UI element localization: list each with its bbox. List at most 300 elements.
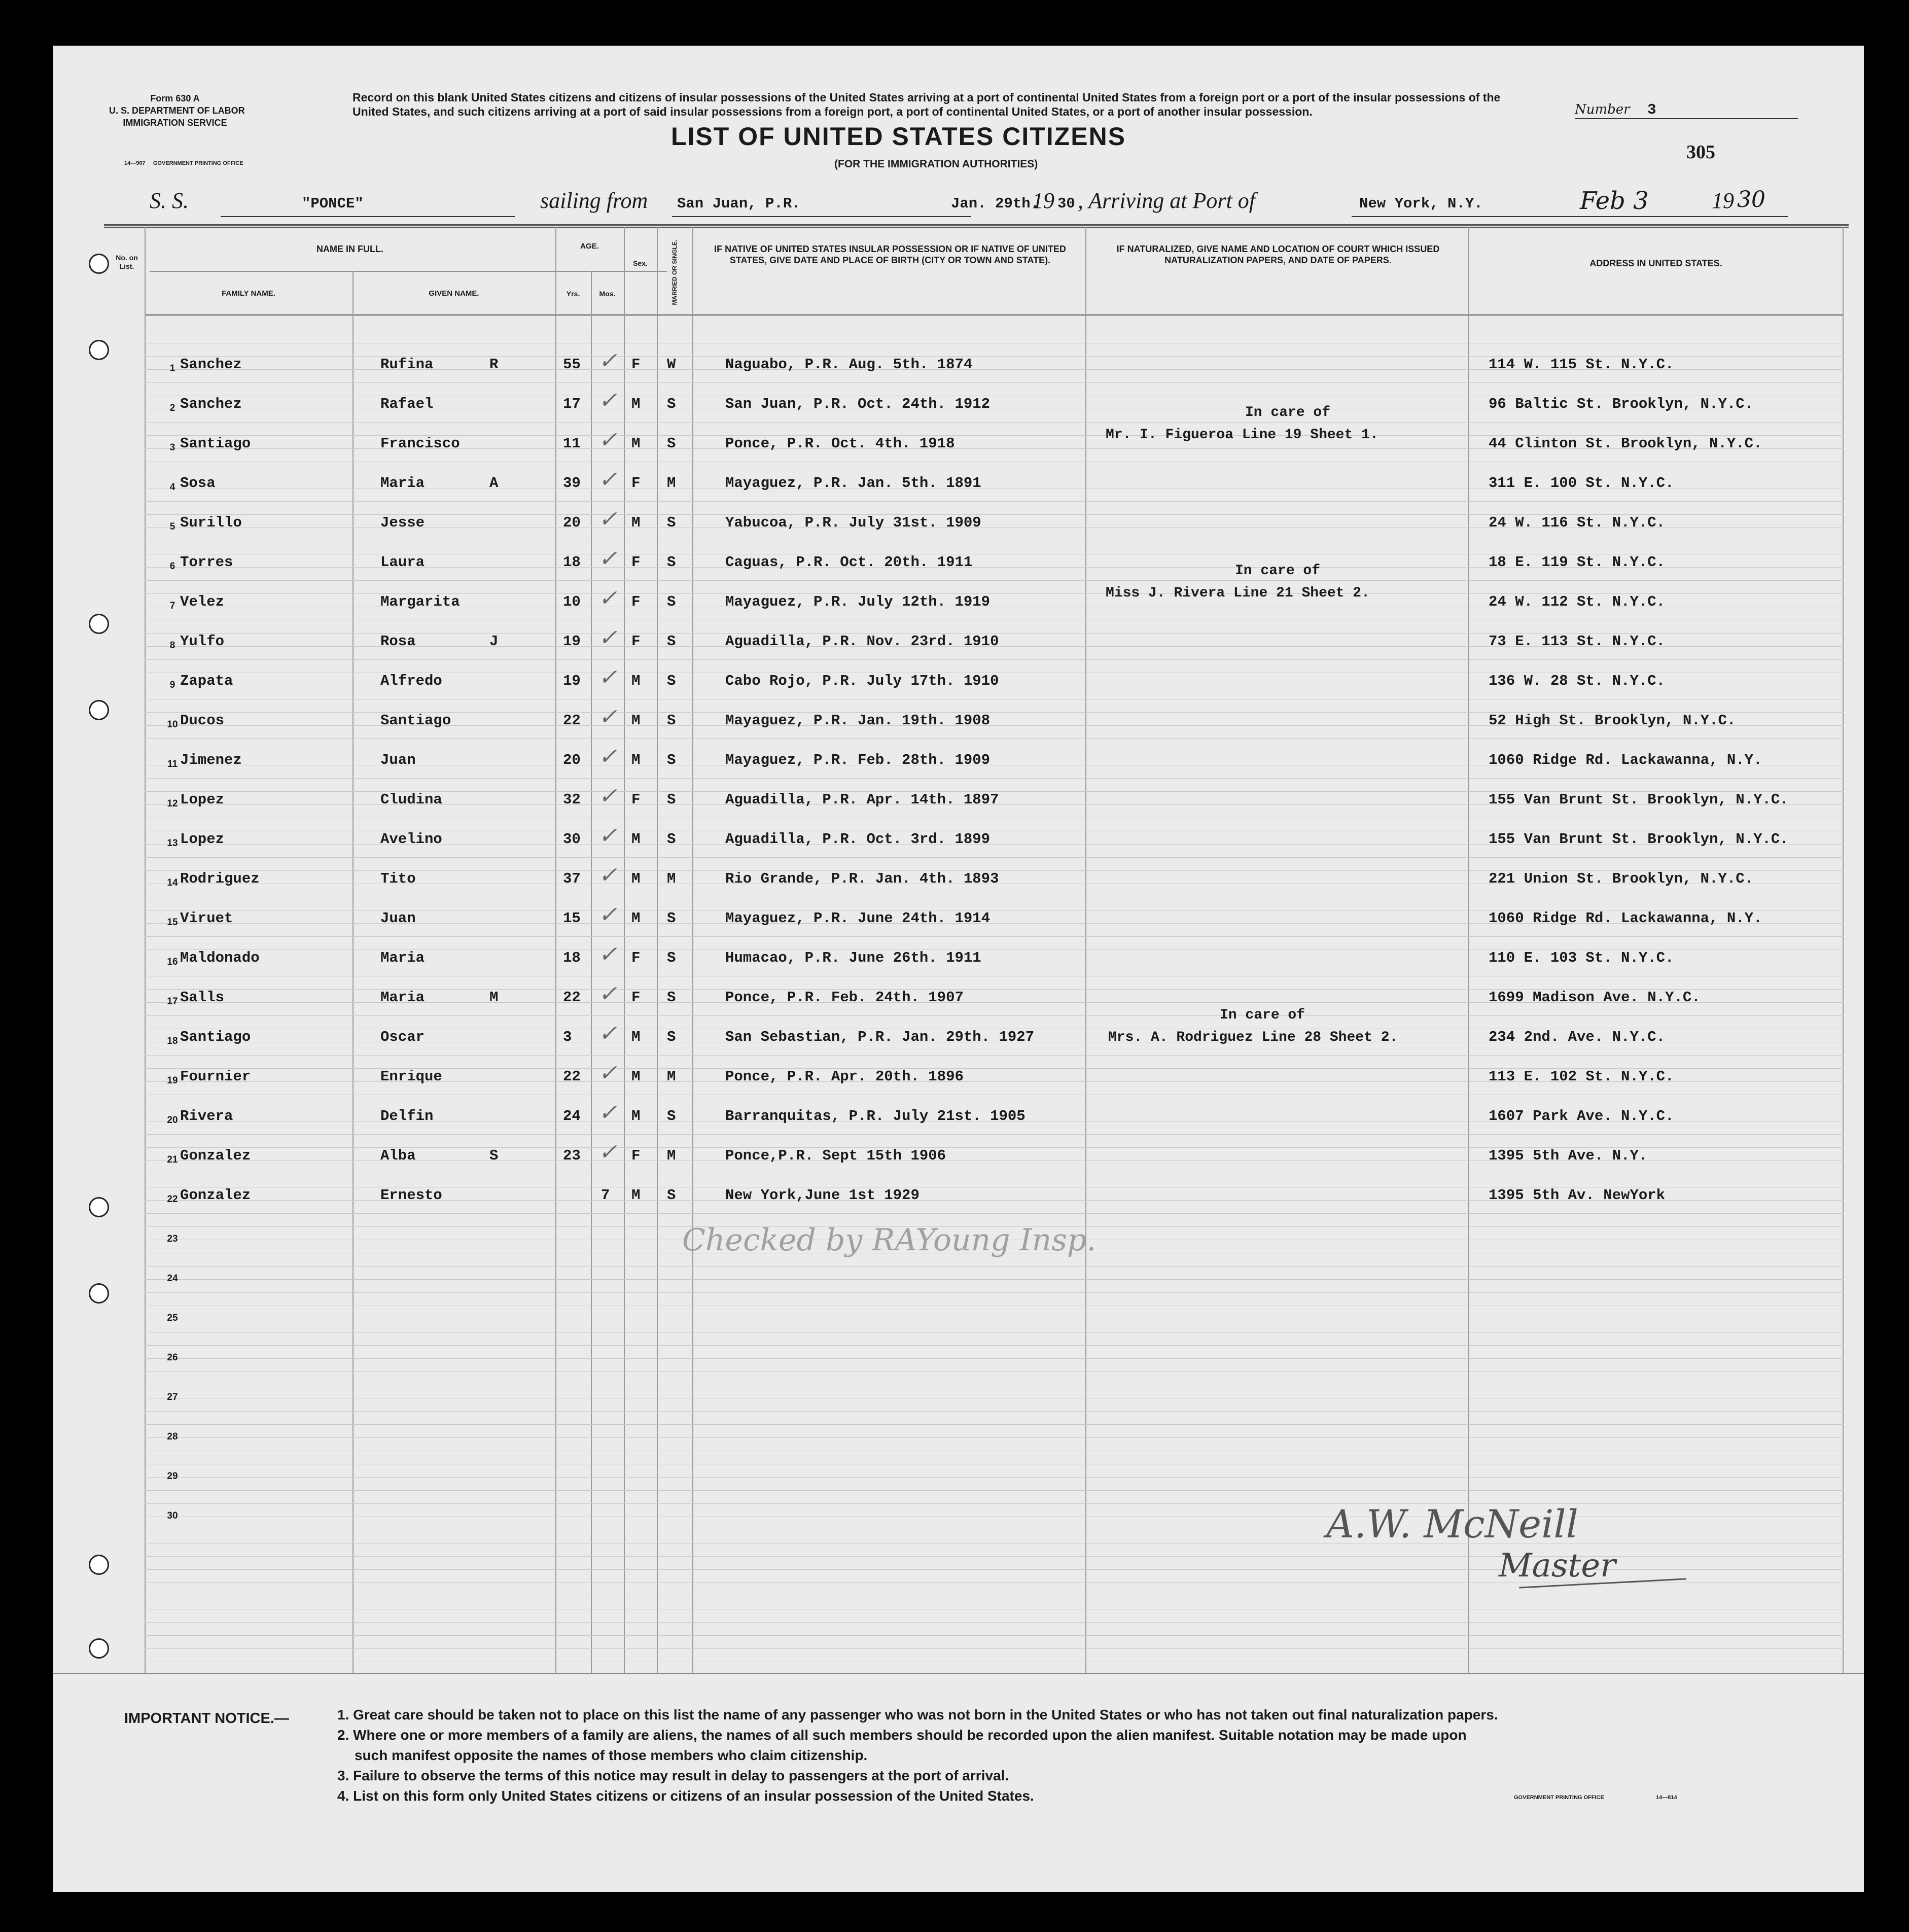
print-code [124, 160, 243, 166]
care-note-1-label: In care of [1245, 405, 1331, 420]
number-value: 3 [1647, 101, 1656, 118]
cell-addr: 1607 Park Ave. N.Y.C. [1489, 1108, 1674, 1125]
line-number: 21 [167, 1154, 178, 1165]
cell-given: Maria [380, 475, 425, 491]
check-mark: ✓ [598, 1139, 617, 1165]
cell-ms: S [667, 1187, 676, 1204]
line-number: 6 [169, 561, 175, 572]
cell-sex: F [631, 633, 641, 650]
col-line [352, 271, 353, 1673]
cell-given: Jesse [380, 514, 425, 531]
cell-birth: Caguas, P.R. Oct. 20th. 1911 [725, 554, 973, 571]
check-mark: ✓ [598, 823, 617, 849]
cell-ms: S [667, 396, 676, 412]
cell-ms: S [667, 554, 676, 571]
cell-given: Francisco [380, 435, 460, 452]
punch-hole [89, 1638, 109, 1659]
care-note-3-text: Mrs. A. Rodriguez Line 28 Sheet 2. [1108, 1030, 1398, 1045]
cell-family: Rodriguez [180, 870, 260, 887]
cell-sex: M [631, 514, 641, 531]
cell-sex: M [631, 1187, 641, 1204]
cell-birth: Aguadilla, P.R. Apr. 14th. 1897 [725, 791, 999, 808]
cell-family: Yulfo [180, 633, 225, 650]
check-mark: ✓ [598, 388, 617, 413]
cell-given: Rosa [380, 633, 416, 650]
cell-mos: 7 [601, 1187, 610, 1204]
cell-sex: M [631, 831, 641, 848]
cell-addr: 155 Van Brunt St. Brooklyn, N.Y.C. [1489, 791, 1789, 808]
check-mark: ✓ [598, 506, 617, 532]
ruled-line [145, 1292, 1844, 1293]
col-line [555, 227, 556, 1673]
check-mark: ✓ [598, 625, 617, 651]
cell-yrs: 32 [563, 791, 581, 808]
departure-date: Jan. 29th. [951, 195, 1040, 212]
print-code-text: 14—907 [124, 160, 146, 166]
cell-birth: Naguabo, P.R. Aug. 5th. 1874 [725, 356, 973, 373]
cell-family: Lopez [180, 831, 225, 848]
cell-given: Tito [380, 870, 416, 887]
ruled-line [145, 1424, 1844, 1425]
col-line [591, 271, 592, 1673]
cell-birth: Aguadilla, P.R. Oct. 3rd. 1899 [725, 831, 991, 848]
line-number: 12 [167, 798, 178, 809]
cell-family: Gonzalez [180, 1187, 251, 1204]
arrival-year-label: 19 [1712, 188, 1734, 213]
ruled-line [145, 1015, 1844, 1016]
cell-birth: Ponce, P.R. Apr. 20th. 1896 [725, 1068, 964, 1085]
cell-sex: F [631, 989, 641, 1006]
punch-hole [89, 254, 109, 274]
line-number: 13 [167, 838, 178, 849]
cell-addr: 44 Clinton St. Brooklyn, N.Y.C. [1489, 435, 1762, 452]
ruled-line [145, 580, 1844, 581]
ruled-line [145, 1437, 1844, 1438]
check-mark: ✓ [598, 348, 617, 374]
cell-ms: S [667, 752, 676, 768]
cell-family: Fournier [180, 1068, 251, 1085]
cell-yrs: 18 [563, 554, 581, 571]
cell-birth: Aguadilla, P.R. Nov. 23rd. 1910 [725, 633, 999, 650]
cell-addr: 1699 Madison Ave. N.Y.C. [1489, 989, 1701, 1006]
cell-addr: 155 Van Brunt St. Brooklyn, N.Y.C. [1489, 831, 1789, 848]
cell-addr: 311 E. 100 St. N.Y.C. [1489, 475, 1674, 491]
cell-initial: J [489, 633, 499, 650]
punch-hole [89, 1555, 109, 1575]
cell-given: Alfredo [380, 673, 442, 689]
cell-yrs: 10 [563, 593, 581, 610]
arrival-underline [1352, 216, 1788, 217]
arrival-port: New York, N.Y. [1359, 195, 1483, 212]
arrival-year: 30 [1737, 187, 1765, 213]
cell-addr: 221 Union St. Brooklyn, N.Y.C. [1489, 870, 1754, 887]
cell-given: Enrique [380, 1068, 442, 1085]
cell-birth: Ponce, P.R. Oct. 4th. 1918 [725, 435, 955, 452]
cell-addr: 1395 5th Ave. N.Y. [1489, 1147, 1648, 1164]
col-line [624, 227, 625, 1673]
cell-ms: S [667, 633, 676, 650]
cell-birth: San Sebastian, P.R. Jan. 29th. 1927 [725, 1029, 1035, 1045]
cell-birth: Ponce,P.R. Sept 15th 1906 [725, 1147, 946, 1164]
notice-item-3: 3. Failure to observe the terms of this notice may result in delay to passengers at the port of arrival. [337, 1768, 1009, 1783]
cell-yrs: 24 [563, 1108, 581, 1125]
table-top-rule-2 [104, 227, 1849, 228]
bottom-rule [53, 1673, 1864, 1674]
line-number: 7 [169, 601, 175, 611]
cell-sex: M [631, 870, 641, 887]
line-number: 26 [167, 1352, 178, 1363]
cell-ms: M [667, 1147, 676, 1164]
ruled-line [145, 1213, 1844, 1214]
line-number: 17 [167, 996, 178, 1007]
cell-ms: M [667, 475, 676, 491]
cell-sex: F [631, 475, 641, 491]
cell-birth: Mayaguez, P.R. June 24th. 1914 [725, 910, 991, 927]
col-header-name: NAME IN FULL. [316, 244, 383, 254]
check-mark: ✓ [598, 941, 617, 967]
cell-yrs: 55 [563, 356, 581, 373]
cell-given: Laura [380, 554, 425, 571]
line-number: 22 [167, 1194, 178, 1205]
cell-sex: F [631, 554, 641, 571]
signature-name: A.W. McNeill [1326, 1501, 1578, 1547]
cell-yrs: 17 [563, 396, 581, 412]
col-line [692, 227, 693, 1673]
cell-yrs: 39 [563, 475, 581, 491]
care-note-2-text: Miss J. Rivera Line 21 Sheet 2. [1106, 585, 1370, 601]
line-number: 16 [167, 957, 178, 967]
cell-birth: Cabo Rojo, P.R. July 17th. 1910 [725, 673, 999, 689]
cell-ms: S [667, 514, 676, 531]
cell-addr: 234 2nd. Ave. N.Y.C. [1489, 1029, 1666, 1045]
ruled-line [145, 778, 1844, 779]
cell-initial: R [489, 356, 499, 373]
cell-family: Lopez [180, 791, 225, 808]
cell-given: Cludina [380, 791, 442, 808]
cell-birth: Mayaguez, P.R. Feb. 28th. 1909 [725, 752, 991, 768]
cell-birth: San Juan, P.R. Oct. 24th. 1912 [725, 396, 991, 412]
ruled-line [145, 1477, 1844, 1478]
cell-ms: S [667, 435, 676, 452]
signature-title: Master [1499, 1547, 1616, 1585]
check-mark: ✓ [598, 427, 617, 453]
form-id [109, 92, 245, 129]
cell-yrs: 20 [563, 752, 581, 768]
cell-sex: F [631, 791, 641, 808]
cell-sex: F [631, 356, 641, 373]
col-line [657, 227, 658, 1673]
ruled-line [145, 1648, 1844, 1649]
cell-birth: New York,June 1st 1929 [725, 1187, 920, 1204]
line-number: 20 [167, 1115, 178, 1126]
cell-family: Sanchez [180, 396, 242, 412]
ruled-line [145, 1345, 1844, 1346]
number-field [1575, 101, 1798, 119]
cell-given: Maria [380, 950, 425, 966]
punch-hole [89, 614, 109, 634]
cell-family: Santiago [180, 1029, 251, 1045]
cell-addr: 24 W. 112 St. N.Y.C. [1489, 593, 1666, 610]
cell-family: Jimenez [180, 752, 242, 768]
notice-item-4: 4. List on this form only United States citizens or citizens of an insular possession of the United States. [337, 1788, 1034, 1804]
line-number: 19 [167, 1075, 178, 1086]
cell-yrs: 22 [563, 712, 581, 729]
cell-yrs: 11 [563, 435, 581, 452]
cell-birth: Humacao, P.R. June 26th. 1911 [725, 950, 981, 966]
check-mark: ✓ [598, 981, 617, 1007]
cell-sex: M [631, 673, 641, 689]
cell-yrs: 30 [563, 831, 581, 848]
ruled-line [145, 1266, 1844, 1267]
cell-addr: 110 E. 103 St. N.Y.C. [1489, 950, 1674, 966]
cell-family: Ducos [180, 712, 225, 729]
check-mark: ✓ [598, 1021, 617, 1046]
cell-family: Torres [180, 554, 233, 571]
ruled-line [145, 659, 1844, 660]
footer-printing-office: GOVERNMENT PRINTING OFFICE [1514, 1795, 1604, 1801]
cell-family: Viruet [180, 910, 233, 927]
cell-sex: M [631, 910, 641, 927]
notice-item-2: 2. Where one or more members of a family are aliens, the names of all such members should be recorded upon the alien manifest. Suitable notation may be made upon [337, 1727, 1467, 1743]
ruled-line [145, 1134, 1844, 1135]
cell-birth: Mayaguez, P.R. Jan. 19th. 1908 [725, 712, 991, 729]
cell-sex: F [631, 593, 641, 610]
cell-sex: M [631, 396, 641, 412]
line-number: 2 [169, 403, 175, 413]
col-line [1843, 227, 1844, 1673]
check-mark: ✓ [598, 1060, 617, 1086]
cell-birth: Yabucoa, P.R. July 31st. 1909 [725, 514, 981, 531]
col-header-mos: Mos. [599, 290, 616, 298]
cell-given: Delfin [380, 1108, 434, 1125]
notice-item-2b: such manifest opposite the names of those members who claim citizenship. [355, 1747, 868, 1763]
notice-item-1: 1. Great care should be taken not to place on this list the name of any passenger who was not born in the United States or who has not taken out final naturalization papers. [337, 1707, 1498, 1723]
check-mark: ✓ [598, 862, 617, 888]
cell-yrs: 23 [563, 1147, 581, 1164]
line-number: 14 [167, 877, 178, 888]
intro-text: Record on this blank United States citizens and citizens of insular possessions of the United States arriving at a port of continental United States from a foreign port or a port of the insular possessions of the United States, and such citizens arriving at a port of said insular possessions from a foreign port, a port of continental United States, or a port of another insular possession. [352, 91, 1501, 118]
punch-hole [89, 340, 109, 360]
cell-sex: M [631, 752, 641, 768]
ruled-line [145, 936, 1844, 937]
line-number: 18 [167, 1036, 178, 1046]
col-header-married: MARRIED OR SINGLE. [671, 239, 678, 305]
col-line [145, 227, 146, 1673]
notice-label: IMPORTANT NOTICE.— [124, 1710, 289, 1727]
line-number: 25 [167, 1313, 178, 1323]
cell-family: Zapata [180, 673, 233, 689]
cell-given: Avelino [380, 831, 442, 848]
cell-sex: M [631, 435, 641, 452]
cell-ms: S [667, 950, 676, 966]
cell-ms: S [667, 1029, 676, 1045]
col-line [1468, 227, 1469, 1673]
manifest-sheet [53, 46, 1864, 1892]
cell-birth: Mayaguez, P.R. Jan. 5th. 1891 [725, 475, 981, 491]
form-number: Form 630 A [150, 93, 200, 103]
check-mark: ✓ [598, 467, 617, 493]
cell-sex: M [631, 712, 641, 729]
cell-sex: F [631, 950, 641, 966]
line-number: 11 [167, 759, 178, 769]
ruled-line [145, 1279, 1844, 1280]
cell-addr: 114 W. 115 St. N.Y.C. [1489, 356, 1674, 373]
line-number: 24 [167, 1273, 178, 1284]
ruled-line [145, 501, 1844, 502]
care-note-2-label: In care of [1235, 563, 1321, 579]
line-number: 27 [167, 1392, 178, 1402]
cell-family: Maldonado [180, 950, 260, 966]
cell-family: Rivera [180, 1108, 233, 1125]
department: U. S. DEPARTMENT OF LABOR [109, 106, 245, 116]
ruled-line [145, 1055, 1844, 1056]
ruled-line [145, 1503, 1844, 1504]
cell-given: Oscar [380, 1029, 425, 1045]
header-bottom-rule [145, 314, 1844, 315]
cell-addr: 96 Baltic St. Brooklyn, N.Y.C. [1489, 396, 1754, 412]
cell-given: Maria [380, 989, 425, 1006]
cell-addr: 18 E. 119 St. N.Y.C. [1489, 554, 1666, 571]
cell-yrs: 22 [563, 1068, 581, 1085]
cell-addr: 1395 5th Av. NewYork [1489, 1187, 1666, 1204]
year-label: 19 [1032, 188, 1054, 213]
line-number: 10 [167, 719, 178, 730]
cell-addr: 73 E. 113 St. N.Y.C. [1489, 633, 1666, 650]
cell-yrs: 37 [563, 870, 581, 887]
ruled-line [145, 857, 1844, 858]
check-mark: ✓ [598, 585, 617, 611]
ruled-line [145, 1635, 1844, 1636]
name-sub-rule [150, 271, 606, 272]
ship-name: "PONCE" [302, 195, 364, 212]
cell-yrs: 19 [563, 633, 581, 650]
cell-addr: 113 E. 102 St. N.Y.C. [1489, 1068, 1674, 1085]
page-subtitle: (FOR THE IMMIGRATION AUTHORITIES) [834, 158, 1038, 170]
punch-hole [89, 1283, 109, 1304]
cell-ms: S [667, 593, 676, 610]
cell-family: Gonzalez [180, 1147, 251, 1164]
cell-addr: 24 W. 116 St. N.Y.C. [1489, 514, 1666, 531]
cell-yrs: 22 [563, 989, 581, 1006]
line-number: 29 [167, 1471, 178, 1482]
cell-given: Margarita [380, 593, 460, 610]
cell-sex: F [631, 1147, 641, 1164]
cell-initial: A [489, 475, 499, 491]
printing-office-text: GOVERNMENT PRINTING OFFICE [153, 160, 243, 166]
col-header-family: FAMILY NAME. [222, 289, 275, 298]
check-mark: ✓ [598, 546, 617, 572]
col-header-naturalized: IF NATURALIZED, GIVE NAME AND LOCATION OF COURT WHICH ISSUED NATURALIZATION PAPERS, AND DATE OF PAPERS. [1116, 244, 1440, 265]
ship-underline [221, 216, 515, 217]
line-number: 1 [169, 363, 175, 374]
cell-family: Sosa [180, 475, 216, 491]
page-number: 305 [1686, 142, 1715, 163]
ruled-line [145, 1622, 1844, 1623]
cell-given: Alba [380, 1147, 416, 1164]
cell-ms: S [667, 791, 676, 808]
line-number: 4 [169, 482, 175, 493]
ruled-line [145, 422, 1844, 423]
cell-ms: S [667, 831, 676, 848]
line-number: 23 [167, 1234, 178, 1244]
departure-port: San Juan, P.R. [677, 195, 801, 212]
cell-ms: S [667, 910, 676, 927]
cell-ms: S [667, 989, 676, 1006]
cell-given: Rufina [380, 356, 434, 373]
ruled-line [145, 382, 1844, 383]
departure-year: 30 [1057, 195, 1075, 212]
cell-ms: W [667, 356, 676, 373]
cell-given: Juan [380, 910, 416, 927]
checked-note: Checked by RAYoung Insp. [682, 1222, 1097, 1258]
cell-sex: M [631, 1068, 641, 1085]
table-top-rule [104, 224, 1849, 226]
cell-ms: S [667, 712, 676, 729]
cell-initial: S [489, 1147, 499, 1164]
check-mark: ✓ [598, 744, 617, 769]
cell-given: Rafael [380, 396, 434, 412]
arriving-label: , Arriving at Port of [1078, 188, 1255, 213]
col-header-age: AGE. [580, 242, 599, 251]
punch-hole [89, 700, 109, 720]
cell-family: Santiago [180, 435, 251, 452]
cell-birth: Mayaguez, P.R. July 12th. 1919 [725, 593, 991, 610]
cell-given: Juan [380, 752, 416, 768]
cell-addr: 52 High St. Brooklyn, N.Y.C. [1489, 712, 1736, 729]
ruled-line [145, 1358, 1844, 1359]
page-title: LIST OF UNITED STATES CITIZENS [671, 122, 1126, 151]
cell-initial: M [489, 989, 499, 1006]
line-number: 30 [167, 1511, 178, 1521]
age-sub-rule [606, 271, 667, 272]
cell-birth: Barranquitas, P.R. July 21st. 1905 [725, 1108, 1026, 1125]
cell-family: Sanchez [180, 356, 242, 373]
check-mark: ✓ [598, 704, 617, 730]
line-number: 15 [167, 917, 178, 928]
ruled-line [145, 1490, 1844, 1491]
footer-code: 14—814 [1656, 1795, 1677, 1801]
cell-sex: M [631, 1108, 641, 1125]
line-number: 28 [167, 1431, 178, 1442]
cell-family: Velez [180, 593, 225, 610]
arrival-date: Feb 3 [1580, 187, 1649, 215]
check-mark: ✓ [598, 664, 617, 690]
cell-sex: M [631, 1029, 641, 1045]
cell-yrs: 15 [563, 910, 581, 927]
number-label: Number [1575, 102, 1630, 117]
cell-ms: S [667, 1108, 676, 1125]
line-number: 3 [169, 442, 175, 453]
cell-addr: 1060 Ridge Rd. Lackawanna, N.Y. [1489, 752, 1762, 768]
check-mark: ✓ [598, 1100, 617, 1126]
cell-given: Santiago [380, 712, 451, 729]
cell-family: Surillo [180, 514, 242, 531]
cell-ms: S [667, 673, 676, 689]
col-header-given: GIVEN NAME. [429, 289, 479, 298]
cell-family: Salls [180, 989, 225, 1006]
service: IMMIGRATION SERVICE [123, 118, 227, 128]
line-number: 9 [169, 680, 175, 690]
cell-birth: Ponce, P.R. Feb. 24th. 1907 [725, 989, 964, 1006]
col-header-sex: Sex. [633, 259, 648, 267]
cell-yrs: 20 [563, 514, 581, 531]
line-number: 5 [169, 521, 175, 532]
check-mark: ✓ [598, 783, 617, 809]
cell-ms: M [667, 1068, 676, 1085]
col-header-no: No. on List. [116, 254, 138, 270]
care-note-1-text: Mr. I. Figueroa Line 19 Sheet 1. [1106, 427, 1378, 443]
cell-given: Ernesto [380, 1187, 442, 1204]
